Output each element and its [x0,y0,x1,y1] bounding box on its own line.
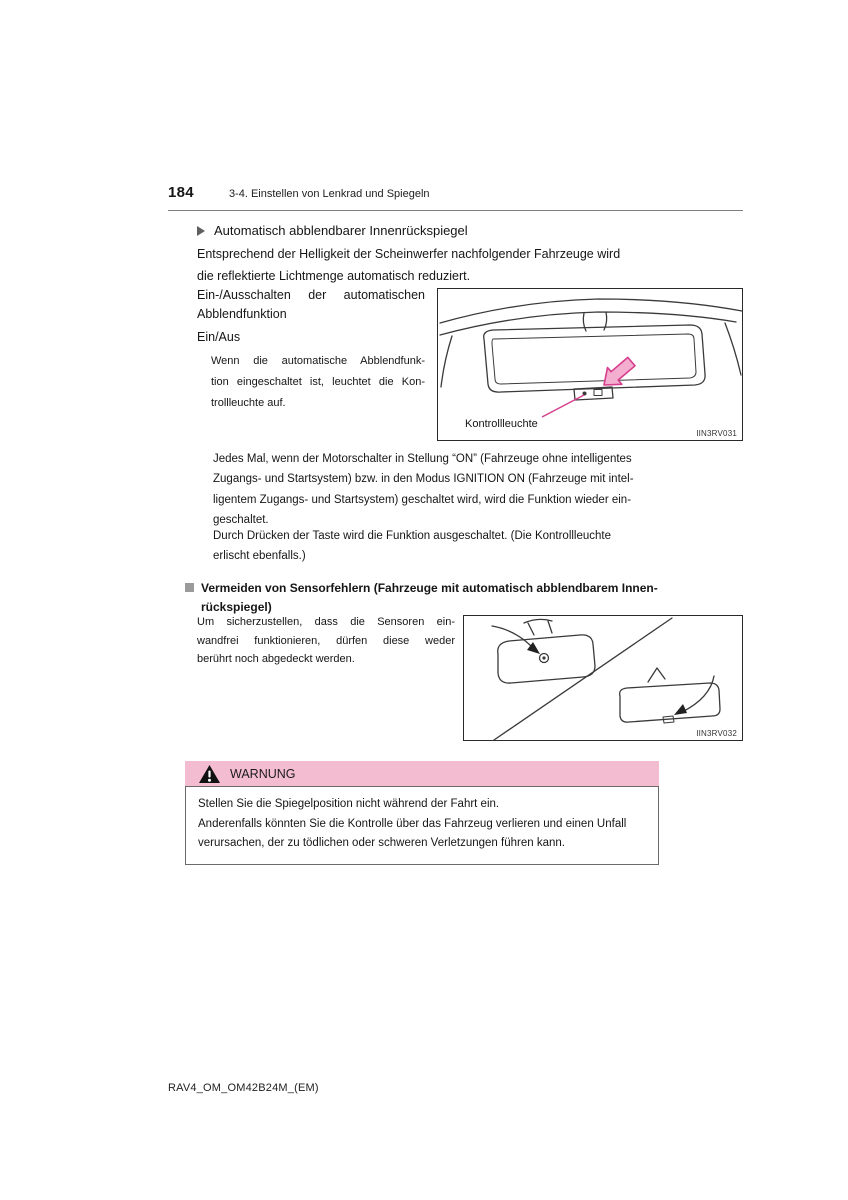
intro-paragraph [197,243,677,287]
text-line: Zugangs- und Startsystem) bzw. in den Modus IGNITION ON (Fahrzeuge mit intel- [213,473,634,486]
text-line: Wenn die automatische Abblendfunk- [211,355,425,367]
text-line: ligentem Zugangs- und Startsystem) geschaltet wird, wird die Funktion wieder ein- [213,493,632,506]
text-line: Jedes Mal, wenn der Motorschalter in Stellung “ON” (Fahrzeuge ohne intelligentes [213,453,632,465]
text-line: tion eingeschaltet ist, leuchtet die Kon- [211,376,425,388]
text-line: Vermeiden von Sensorfehlern (Fahrzeuge mit automatisch abblendbarem Innen- [201,581,658,595]
sensor-body-text [197,613,455,669]
paragraph-function-off [213,526,665,567]
warning-triangle-icon [198,764,221,784]
text-line: verursachen, der zu tödlichen oder schweren Verletzungen führen kann. [198,837,565,849]
onoff-subheading [197,286,425,324]
text-line: berührt noch abgedeckt werden. [197,653,355,665]
warning-title: WARNUNG [230,766,296,781]
onoff-body-text [211,351,425,414]
text-line: Stellen Sie die Spiegelposition nicht während der Fahrt ein. [198,798,500,810]
topic-heading [197,223,468,238]
text-line: Entsprechend der Helligkeit der Scheinwerfer nachfolgender Fahrzeuge wird [197,247,621,261]
text-line: rückspiegel) [201,600,272,614]
text-line: die reflektierte Lichtmenge automatisch reduziert. [197,269,471,283]
mirror-sensors-illustration [464,616,744,742]
figure-mirror-indicator [437,288,743,441]
text-line: Um sicherzustellen, dass die Sensoren ein- [197,616,455,628]
warning-box [185,761,659,865]
text-line: trollleuchte auf. [211,397,286,409]
triangle-bullet-icon [197,226,205,236]
text-line: Ein-/Ausschalten der automatischen [197,288,425,302]
onoff-item-label: Ein/Aus [197,330,241,344]
text-line: geschaltet. [213,514,269,527]
topic-title: Automatisch abblendbarer Innenrückspiegel [214,223,468,238]
footer-document-code: RAV4_OM_OM42B24M_(EM) [168,1082,319,1094]
page-header [168,184,743,211]
text-line: Abblendfunktion [197,307,287,321]
square-bullet-icon [185,583,194,592]
figure-mirror-sensors [463,615,743,741]
warning-header-band [185,761,659,786]
text-line: wandfrei funktionieren, dürfen diese weder [197,634,455,647]
warning-body [185,786,659,865]
paragraph-function-on [213,449,665,531]
text-line: Anderenfalls könnten Sie die Kontrolle über das Fahrzeug verlieren und einen Unfall [198,817,627,830]
text-line: Durch Drücken der Taste wird die Funktion ausgeschaltet. (Die Kontrollleuchte [213,530,612,542]
page-number: 184 [168,184,194,201]
sensor-heading-text [201,579,658,617]
text-line: erlischt ebenfalls.) [213,550,306,563]
header-section-title: 3-4. Einstellen von Lenkrad und Spiegeln [228,188,430,200]
sensor-section-heading [185,579,705,617]
figure-code: IIN3RV032 [696,729,737,738]
figure-code: IIN3RV031 [696,429,737,438]
indicator-light-label: Kontrollleuchte [465,418,538,430]
